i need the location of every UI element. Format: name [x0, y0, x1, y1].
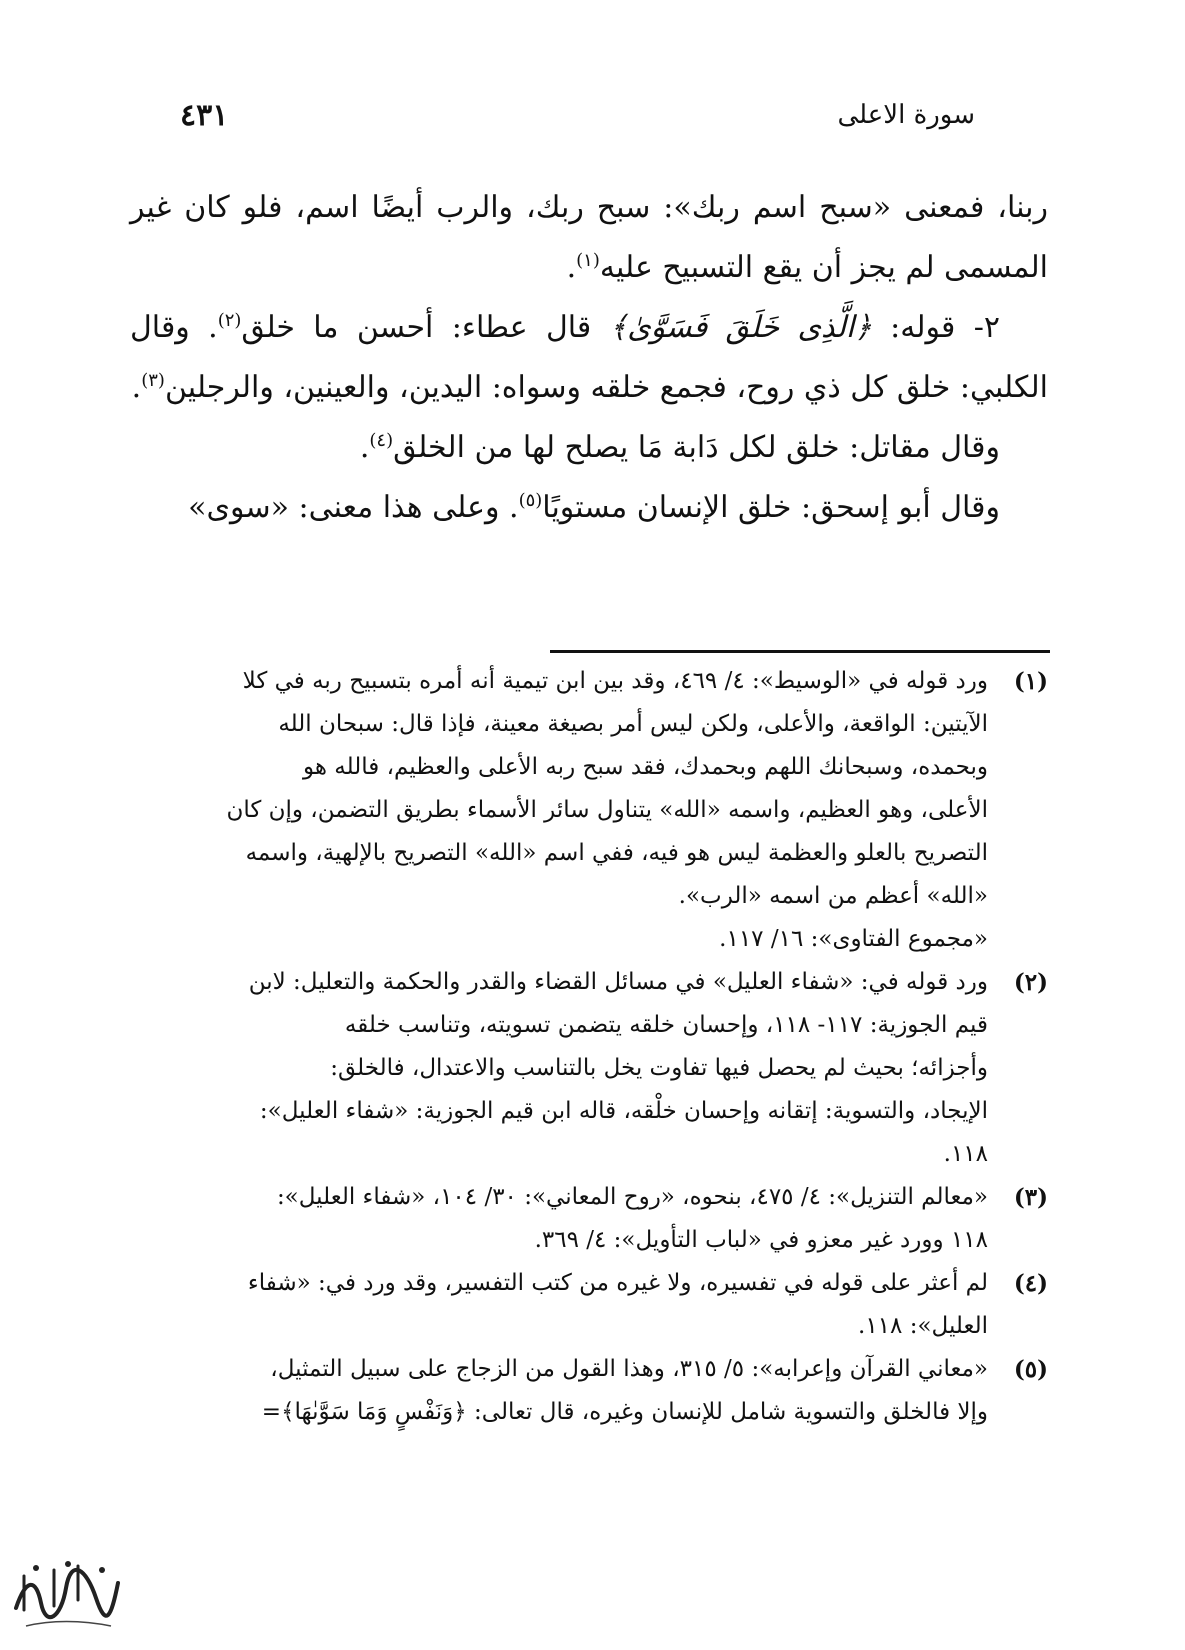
- footnote-2: [130, 961, 1048, 1176]
- footnote-line: وبحمده، وسبحانك اللهم وبحمدك، فقد سبح ربه الأعلى والعظيم، فالله هو: [302, 754, 988, 780]
- footnote-text: [130, 1348, 988, 1434]
- footnote-marker: (٣): [141, 370, 165, 391]
- paragraph-text: قال عطاء: أحسن ما خلق: [241, 310, 610, 345]
- paragraph-1: [130, 178, 1048, 298]
- publisher-logo: [6, 1548, 126, 1638]
- footnote-divider: [550, 650, 1050, 653]
- paragraph-4: [130, 478, 1048, 538]
- footnote-line: ١١٨.: [943, 1141, 988, 1167]
- paragraph-text: . وقال الكلبي: خلق كل ذي روح، فجمع خلقه وسواه: اليدين، والعينين، والرجلين: [130, 310, 1048, 405]
- paragraph-text: . وعلى هذا معنى: «سوى»: [188, 490, 519, 525]
- footnote-line: ١١٨ وورد غير معزو في «لباب التأويل»: ٤/ ٣٦٩.: [534, 1227, 988, 1253]
- footnote-line: العليل»: ١١٨.: [858, 1313, 988, 1339]
- calligraphy-logo-icon: [6, 1548, 126, 1638]
- paragraph-end: .: [131, 370, 142, 405]
- paragraph-lead: ٢- قوله:: [871, 310, 1000, 345]
- paragraph-text: وقال أبو إسحق: خلق الإنسان مستويًا: [542, 490, 1000, 525]
- paragraph-text: وقال مقاتل: خلق لكل دَابة مَا يصلح لها من الخلق: [393, 430, 1000, 465]
- paragraph-text: ربنا، فمعنى «سبح اسم ربك»: سبح ربك، والرب أيضًا اسم، فلو كان غير المسمى لم يجز أن يقع التسبيح عليه: [130, 190, 1048, 285]
- quran-verse: ﴿الَّذِى خَلَقَ فَسَوَّىٰ﴾: [609, 310, 872, 345]
- footnote-line: الآيتين: الواقعة، والأعلى، ولكن ليس أمر بصيغة معينة، فإذا قال: سبحان الله: [278, 711, 988, 737]
- footnote-number: (٢): [1013, 969, 1048, 996]
- footnote-line: «مجموع الفتاوى»: ١٦/ ١١٧.: [719, 926, 988, 952]
- footnote-text: [130, 961, 988, 1176]
- page-header: [180, 100, 975, 150]
- paragraph-end: .: [359, 430, 370, 465]
- footnotes: [130, 660, 1048, 1434]
- footnote-line: وأجزائه؛ بحيث لم يحصل فيها تفاوت يخل بالتناسب والاعتدال، فالخلق:: [330, 1055, 988, 1081]
- paragraph-2: [130, 298, 1048, 418]
- footnote-number: (٥): [1013, 1356, 1048, 1383]
- footnote-line: «معالم التنزيل»: ٤/ ٤٧٥، بنحوه، «روح المعاني»: ٣٠/ ١٠٤، «شفاء العليل»:: [276, 1184, 988, 1210]
- page-number: ٤٣١: [180, 98, 229, 133]
- main-text: [130, 178, 1048, 538]
- surah-title: سورة الاعلى: [837, 100, 975, 130]
- footnote-marker: (١): [576, 250, 600, 271]
- footnote-marker: (٤): [369, 430, 394, 451]
- footnote-line: الأعلى، وهو العظيم، واسمه «الله» يتناول سائر الأسماء بطريق التضمن، وإن كان: [226, 797, 988, 823]
- footnote-3: [130, 1176, 1048, 1262]
- footnote-5: [130, 1348, 1048, 1434]
- footnote-number: (٣): [1013, 1184, 1048, 1211]
- footnote-text: [130, 1262, 988, 1348]
- footnote-line: ورد قوله في: «شفاء العليل» في مسائل القضاء والقدر والحكمة والتعليل: لابن: [248, 969, 988, 995]
- footnote-line: الإيجاد، والتسوية: إتقانه وإحسان خلْقه، قاله ابن قيم الجوزية: «شفاء العليل»:: [259, 1098, 988, 1124]
- footnote-marker: (٢): [217, 310, 242, 331]
- footnote-text: [130, 1176, 988, 1262]
- footnote-line: «معاني القرآن وإعرابه»: ٥/ ٣١٥، وهذا القول من الزجاج على سبيل التمثيل،: [270, 1356, 988, 1382]
- footnote-line: قيم الجوزية: ١١٧- ١١٨، وإحسان خلقه يتضمن تسويته، وتناسب خلقه: [344, 1012, 988, 1038]
- footnote-text: [130, 660, 988, 961]
- footnote-line: التصريح بالعلو والعظمة ليس هو فيه، ففي اسم «الله» التصريح بالإلهية، واسمه: [245, 840, 988, 866]
- footnote-marker: (٥): [518, 490, 543, 511]
- footnote-line: لم أعثر على قوله في تفسيره، ولا غيره من كتب التفسير، وقد ورد في: «شفاء: [247, 1270, 988, 1296]
- footnote-4: [130, 1262, 1048, 1348]
- footnote-number: (١): [1013, 668, 1048, 695]
- footnote-line: وإلا فالخلق والتسوية شامل للإنسان وغيره، قال تعالى: ﴿وَنَفْسٍ وَمَا سَوَّىٰهَا﴾=: [261, 1399, 988, 1425]
- paragraph-3: [130, 418, 1048, 478]
- paragraph-end: .: [566, 250, 577, 285]
- footnote-line: ورد قوله في «الوسيط»: ٤/ ٤٦٩، وقد بين ابن تيمية أنه أمره بتسبيح ربه في كلا: [242, 668, 988, 694]
- footnote-line: «الله» أعظم من اسمه «الرب».: [678, 883, 988, 909]
- footnote-number: (٤): [1013, 1270, 1048, 1297]
- footnote-1: [130, 660, 1048, 961]
